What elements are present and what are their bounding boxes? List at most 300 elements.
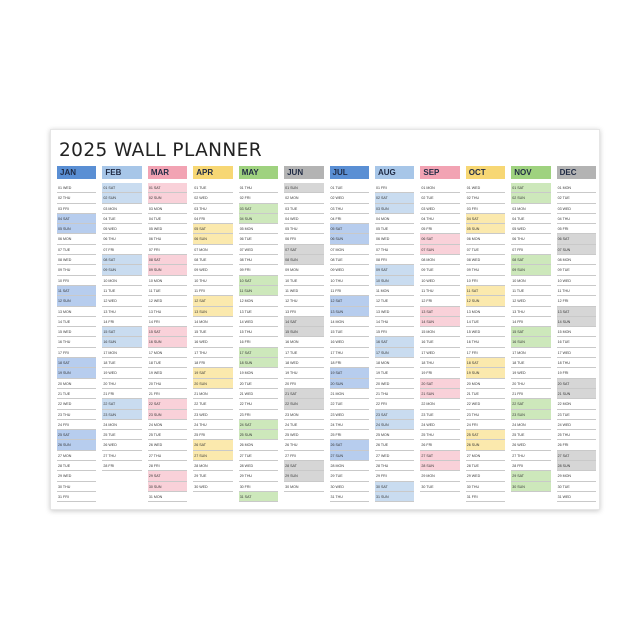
day-row[interactable]: 29 MON xyxy=(420,471,459,481)
day-row[interactable]: 21 FRI xyxy=(148,389,187,399)
day-row[interactable]: 16 THU xyxy=(57,337,96,347)
day-row[interactable]: 09 TUE xyxy=(420,265,459,275)
day-row[interactable]: 26 SAT xyxy=(193,440,232,450)
day-row[interactable]: 03 TUE xyxy=(284,204,323,214)
day-row[interactable]: 30 SUN xyxy=(511,482,550,492)
day-row[interactable]: 08 MON xyxy=(557,255,596,265)
day-row[interactable]: 04 TUE xyxy=(148,214,187,224)
day-row[interactable]: 18 FRI xyxy=(330,358,369,368)
day-row[interactable]: 10 FRI xyxy=(57,276,96,286)
day-row[interactable]: 16 WED xyxy=(193,337,232,347)
day-row[interactable]: 26 FRI xyxy=(557,440,596,450)
day-row[interactable]: 17 TUE xyxy=(284,348,323,358)
day-row[interactable]: 19 SAT xyxy=(330,368,369,378)
day-row[interactable]: 11 MON xyxy=(375,286,414,296)
day-row[interactable]: 26 WED xyxy=(102,440,141,450)
day-row[interactable]: 13 THU xyxy=(102,307,141,317)
day-row[interactable]: 24 WED xyxy=(557,420,596,430)
day-row[interactable]: 31 SUN xyxy=(375,492,414,502)
day-row[interactable]: 29 WED xyxy=(57,471,96,481)
day-row[interactable]: 02 TUE xyxy=(420,193,459,203)
day-row[interactable]: 06 SUN xyxy=(330,234,369,244)
day-row[interactable]: 10 THU xyxy=(193,276,232,286)
day-row[interactable]: 08 SAT xyxy=(148,255,187,265)
day-row[interactable]: 29 SAT xyxy=(148,471,187,481)
day-row[interactable]: 03 SUN xyxy=(375,204,414,214)
day-row[interactable]: 14 MON xyxy=(193,317,232,327)
day-row[interactable]: 23 THU xyxy=(57,410,96,420)
day-row[interactable]: 12 SUN xyxy=(466,296,505,306)
day-row[interactable]: 01 MON xyxy=(420,183,459,193)
day-row[interactable]: 02 TUE xyxy=(557,193,596,203)
day-row[interactable]: 24 TUE xyxy=(284,420,323,430)
day-row[interactable]: 13 MON xyxy=(466,307,505,317)
day-row[interactable]: 25 SAT xyxy=(57,430,96,440)
day-row[interactable]: 02 WED xyxy=(193,193,232,203)
day-row[interactable]: 26 WED xyxy=(511,440,550,450)
day-row[interactable]: 12 WED xyxy=(148,296,187,306)
day-row[interactable]: 31 FRI xyxy=(57,492,96,502)
day-row[interactable]: 12 THU xyxy=(284,296,323,306)
day-row[interactable]: 20 THU xyxy=(148,379,187,389)
day-row[interactable]: 05 FRI xyxy=(420,224,459,234)
day-row[interactable]: 26 SUN xyxy=(57,440,96,450)
day-row[interactable]: 25 SUN xyxy=(239,430,278,440)
day-row[interactable]: 19 MON xyxy=(239,368,278,378)
day-row[interactable]: 10 SAT xyxy=(239,276,278,286)
day-row[interactable]: 07 TUE xyxy=(57,245,96,255)
day-row[interactable]: 18 MON xyxy=(375,358,414,368)
day-row[interactable]: 09 WED xyxy=(193,265,232,275)
day-row[interactable]: 01 WED xyxy=(57,183,96,193)
day-row[interactable]: 17 SAT xyxy=(239,348,278,358)
day-row[interactable]: 25 FRI xyxy=(193,430,232,440)
day-row[interactable]: 17 SUN xyxy=(375,348,414,358)
day-row[interactable]: 13 THU xyxy=(511,307,550,317)
day-row[interactable]: 15 SUN xyxy=(284,327,323,337)
day-row[interactable]: 30 THU xyxy=(466,482,505,492)
day-row[interactable]: 19 FRI xyxy=(557,368,596,378)
day-row[interactable]: 22 THU xyxy=(239,399,278,409)
day-row[interactable]: 14 FRI xyxy=(148,317,187,327)
day-row[interactable]: 07 SUN xyxy=(557,245,596,255)
day-row[interactable]: 27 FRI xyxy=(284,451,323,461)
day-row[interactable]: 02 SUN xyxy=(511,193,550,203)
day-row[interactable]: 08 SUN xyxy=(284,255,323,265)
day-row[interactable]: 24 THU xyxy=(330,420,369,430)
day-row[interactable]: 17 MON xyxy=(102,348,141,358)
day-row[interactable]: 15 SAT xyxy=(148,327,187,337)
day-row[interactable]: 03 MON xyxy=(148,204,187,214)
day-row[interactable]: 27 TUE xyxy=(239,451,278,461)
day-row[interactable]: 27 THU xyxy=(102,451,141,461)
day-row[interactable]: 20 WED xyxy=(375,379,414,389)
day-row[interactable]: 16 THU xyxy=(466,337,505,347)
day-row[interactable]: 31 MON xyxy=(148,492,187,502)
day-row[interactable]: 23 SUN xyxy=(511,410,550,420)
day-row[interactable]: 18 THU xyxy=(420,358,459,368)
day-row[interactable]: 25 THU xyxy=(557,430,596,440)
day-row[interactable]: 28 MON xyxy=(330,461,369,471)
day-row[interactable]: 06 MON xyxy=(57,234,96,244)
day-row[interactable]: 23 TUE xyxy=(557,410,596,420)
day-row[interactable]: 11 TUE xyxy=(148,286,187,296)
day-row[interactable]: 28 SUN xyxy=(557,461,596,471)
day-row[interactable]: 12 TUE xyxy=(375,296,414,306)
day-row[interactable]: 18 WED xyxy=(284,358,323,368)
day-row[interactable]: 12 FRI xyxy=(420,296,459,306)
day-row[interactable]: 21 TUE xyxy=(57,389,96,399)
day-row[interactable]: 16 SUN xyxy=(102,337,141,347)
day-row[interactable]: 25 TUE xyxy=(148,430,187,440)
day-row[interactable]: 17 MON xyxy=(148,348,187,358)
day-row[interactable]: 16 FRI xyxy=(239,337,278,347)
day-row[interactable]: 20 SUN xyxy=(193,379,232,389)
day-row[interactable]: 04 FRI xyxy=(330,214,369,224)
day-row[interactable]: 01 TUE xyxy=(330,183,369,193)
day-row[interactable]: 02 SAT xyxy=(375,193,414,203)
day-row[interactable]: 07 THU xyxy=(375,245,414,255)
day-row[interactable]: 27 MON xyxy=(466,451,505,461)
day-row[interactable]: 08 WED xyxy=(466,255,505,265)
day-row[interactable]: 21 SUN xyxy=(557,389,596,399)
day-row[interactable]: 03 WED xyxy=(557,204,596,214)
day-row[interactable]: 14 MON xyxy=(330,317,369,327)
day-row[interactable]: 16 SUN xyxy=(511,337,550,347)
day-row[interactable]: 15 FRI xyxy=(375,327,414,337)
day-row[interactable]: 25 SAT xyxy=(466,430,505,440)
day-row[interactable]: 19 SUN xyxy=(466,368,505,378)
day-row[interactable]: 13 FRI xyxy=(284,307,323,317)
day-row[interactable]: 28 FRI xyxy=(102,461,141,471)
day-row[interactable]: 15 MON xyxy=(420,327,459,337)
day-row[interactable]: 13 SAT xyxy=(420,307,459,317)
day-row[interactable]: 06 TUE xyxy=(239,234,278,244)
day-row[interactable]: 01 SAT xyxy=(511,183,550,193)
day-row[interactable]: 19 WED xyxy=(148,368,187,378)
day-row[interactable]: 24 WED xyxy=(420,420,459,430)
day-row[interactable]: 03 FRI xyxy=(466,204,505,214)
day-row[interactable]: 01 SAT xyxy=(102,183,141,193)
day-row[interactable]: 12 SAT xyxy=(193,296,232,306)
day-row[interactable]: 22 TUE xyxy=(193,399,232,409)
day-row[interactable]: 01 SAT xyxy=(148,183,187,193)
day-row[interactable]: 31 THU xyxy=(330,492,369,502)
day-row[interactable]: 20 THU xyxy=(511,379,550,389)
day-row[interactable]: 11 THU xyxy=(420,286,459,296)
day-row[interactable]: 11 SAT xyxy=(466,286,505,296)
day-row[interactable]: 15 TUE xyxy=(330,327,369,337)
day-row[interactable]: 02 MON xyxy=(284,193,323,203)
day-row[interactable]: 06 WED xyxy=(375,234,414,244)
day-row[interactable]: 15 TUE xyxy=(193,327,232,337)
day-row[interactable]: 02 THU xyxy=(57,193,96,203)
day-row[interactable]: 15 SAT xyxy=(102,327,141,337)
day-row[interactable]: 19 THU xyxy=(284,368,323,378)
day-row[interactable]: 17 WED xyxy=(557,348,596,358)
day-row[interactable]: 08 SAT xyxy=(511,255,550,265)
day-row[interactable]: 03 THU xyxy=(330,204,369,214)
day-row[interactable]: 16 TUE xyxy=(420,337,459,347)
day-row[interactable]: 13 TUE xyxy=(239,307,278,317)
day-row[interactable]: 19 SUN xyxy=(57,368,96,378)
day-row[interactable]: 22 SAT xyxy=(148,399,187,409)
day-row[interactable]: 21 MON xyxy=(330,389,369,399)
day-row[interactable]: 02 THU xyxy=(466,193,505,203)
day-row[interactable]: 23 TUE xyxy=(420,410,459,420)
day-row[interactable]: 10 MON xyxy=(511,276,550,286)
day-row[interactable]: 10 MON xyxy=(148,276,187,286)
day-row[interactable]: 05 MON xyxy=(239,224,278,234)
day-row[interactable]: 03 MON xyxy=(511,204,550,214)
day-row[interactable]: 06 SUN xyxy=(193,234,232,244)
day-row[interactable]: 11 SAT xyxy=(57,286,96,296)
day-row[interactable]: 05 WED xyxy=(148,224,187,234)
day-row[interactable]: 27 SAT xyxy=(557,451,596,461)
day-row[interactable]: 27 SAT xyxy=(420,451,459,461)
day-row[interactable]: 28 FRI xyxy=(511,461,550,471)
day-row[interactable]: 25 WED xyxy=(284,430,323,440)
day-row[interactable]: 28 SAT xyxy=(284,461,323,471)
day-row[interactable]: 29 TUE xyxy=(193,471,232,481)
day-row[interactable]: 19 FRI xyxy=(420,368,459,378)
day-row[interactable]: 10 WED xyxy=(420,276,459,286)
day-row[interactable]: 10 THU xyxy=(330,276,369,286)
day-row[interactable]: 06 SAT xyxy=(557,234,596,244)
day-row[interactable]: 05 SAT xyxy=(193,224,232,234)
day-row[interactable]: 11 FRI xyxy=(330,286,369,296)
day-row[interactable]: 21 SUN xyxy=(420,389,459,399)
day-row[interactable]: 05 WED xyxy=(511,224,550,234)
day-row[interactable]: 14 FRI xyxy=(511,317,550,327)
day-row[interactable]: 13 WED xyxy=(375,307,414,317)
day-row[interactable]: 01 WED xyxy=(466,183,505,193)
day-row[interactable]: 19 WED xyxy=(102,368,141,378)
day-row[interactable]: 10 MON xyxy=(102,276,141,286)
day-row[interactable]: 04 SAT xyxy=(466,214,505,224)
day-row[interactable]: 22 FRI xyxy=(375,399,414,409)
day-row[interactable]: 21 THU xyxy=(375,389,414,399)
day-row[interactable]: 02 WED xyxy=(330,193,369,203)
day-row[interactable]: 27 WED xyxy=(375,451,414,461)
day-row[interactable]: 20 THU xyxy=(102,379,141,389)
day-row[interactable]: 23 SUN xyxy=(102,410,141,420)
day-row[interactable]: 07 MON xyxy=(193,245,232,255)
day-row[interactable]: 09 THU xyxy=(466,265,505,275)
day-row[interactable]: 24 SAT xyxy=(239,420,278,430)
day-row[interactable]: 17 THU xyxy=(330,348,369,358)
day-row[interactable]: 12 MON xyxy=(239,296,278,306)
day-row[interactable]: 30 SAT xyxy=(375,482,414,492)
day-row[interactable]: 14 SUN xyxy=(420,317,459,327)
day-row[interactable]: 05 WED xyxy=(102,224,141,234)
day-row[interactable]: 22 MON xyxy=(557,399,596,409)
day-row[interactable]: 28 TUE xyxy=(466,461,505,471)
day-row[interactable]: 11 SUN xyxy=(239,286,278,296)
day-row[interactable]: 18 SAT xyxy=(466,358,505,368)
day-row[interactable]: 23 SUN xyxy=(148,410,187,420)
day-row[interactable]: 21 FRI xyxy=(511,389,550,399)
day-row[interactable]: 25 TUE xyxy=(102,430,141,440)
day-row[interactable]: 19 WED xyxy=(511,368,550,378)
day-row[interactable]: 23 SAT xyxy=(375,410,414,420)
day-row[interactable]: 31 WED xyxy=(557,492,596,502)
day-row[interactable]: 11 TUE xyxy=(102,286,141,296)
day-row[interactable]: 26 TUE xyxy=(375,440,414,450)
day-row[interactable]: 23 THU xyxy=(466,410,505,420)
day-row[interactable]: 26 MON xyxy=(239,440,278,450)
day-row[interactable]: 13 MON xyxy=(57,307,96,317)
day-row[interactable]: 21 MON xyxy=(193,389,232,399)
day-row[interactable]: 18 TUE xyxy=(102,358,141,368)
day-row[interactable]: 12 WED xyxy=(102,296,141,306)
day-row[interactable]: 22 MON xyxy=(420,399,459,409)
day-row[interactable]: 30 MON xyxy=(284,482,323,492)
day-row[interactable]: 23 WED xyxy=(193,410,232,420)
day-row[interactable]: 08 THU xyxy=(239,255,278,265)
day-row[interactable]: 23 MON xyxy=(284,410,323,420)
day-row[interactable]: 03 MON xyxy=(102,204,141,214)
day-row[interactable]: 30 SUN xyxy=(148,482,187,492)
day-row[interactable]: 04 MON xyxy=(375,214,414,224)
day-row[interactable]: 28 THU xyxy=(375,461,414,471)
day-row[interactable]: 05 FRI xyxy=(557,224,596,234)
day-row[interactable]: 08 TUE xyxy=(330,255,369,265)
day-row[interactable]: 10 SUN xyxy=(375,276,414,286)
day-row[interactable]: 20 SAT xyxy=(557,379,596,389)
day-row[interactable]: 03 WED xyxy=(420,204,459,214)
day-row[interactable]: 13 SUN xyxy=(330,307,369,317)
day-row[interactable]: 05 THU xyxy=(284,224,323,234)
day-row[interactable]: 31 FRI xyxy=(466,492,505,502)
day-row[interactable]: 20 SUN xyxy=(330,379,369,389)
day-row[interactable]: 18 THU xyxy=(557,358,596,368)
day-row[interactable]: 06 THU xyxy=(511,234,550,244)
day-row[interactable]: 16 SUN xyxy=(148,337,187,347)
day-row[interactable]: 27 MON xyxy=(57,451,96,461)
day-row[interactable]: 12 WED xyxy=(511,296,550,306)
day-row[interactable]: 16 SAT xyxy=(375,337,414,347)
day-row[interactable]: 09 WED xyxy=(330,265,369,275)
day-row[interactable]: 08 MON xyxy=(420,255,459,265)
day-row[interactable]: 31 SAT xyxy=(239,492,278,502)
day-row[interactable]: 24 MON xyxy=(511,420,550,430)
day-row[interactable]: 04 FRI xyxy=(193,214,232,224)
day-row[interactable]: 29 THU xyxy=(239,471,278,481)
day-row[interactable]: 14 FRI xyxy=(102,317,141,327)
day-row[interactable]: 30 TUE xyxy=(420,482,459,492)
day-row[interactable]: 01 THU xyxy=(239,183,278,193)
day-row[interactable]: 28 FRI xyxy=(148,461,187,471)
day-row[interactable]: 09 FRI xyxy=(239,265,278,275)
day-row[interactable]: 18 TUE xyxy=(148,358,187,368)
day-row[interactable]: 28 SUN xyxy=(420,461,459,471)
day-row[interactable]: 06 SAT xyxy=(420,234,459,244)
day-row[interactable]: 29 SUN xyxy=(284,471,323,481)
day-row[interactable]: 08 TUE xyxy=(193,255,232,265)
day-row[interactable]: 08 FRI xyxy=(375,255,414,265)
day-row[interactable]: 20 SAT xyxy=(420,379,459,389)
day-row[interactable]: 17 FRI xyxy=(57,348,96,358)
day-row[interactable]: 17 MON xyxy=(511,348,550,358)
day-row[interactable]: 30 FRI xyxy=(239,482,278,492)
day-row[interactable]: 12 SAT xyxy=(330,296,369,306)
day-row[interactable]: 25 THU xyxy=(420,430,459,440)
day-row[interactable]: 14 WED xyxy=(239,317,278,327)
day-row[interactable]: 20 MON xyxy=(57,379,96,389)
day-row[interactable]: 08 SAT xyxy=(102,255,141,265)
day-row[interactable]: 01 FRI xyxy=(375,183,414,193)
day-row[interactable]: 05 SUN xyxy=(466,224,505,234)
day-row[interactable]: 25 MON xyxy=(375,430,414,440)
day-row[interactable]: 16 WED xyxy=(330,337,369,347)
day-row[interactable]: 22 WED xyxy=(466,399,505,409)
day-row[interactable]: 19 SAT xyxy=(193,368,232,378)
day-row[interactable]: 23 FRI xyxy=(239,410,278,420)
day-row[interactable]: 13 THU xyxy=(148,307,187,317)
day-row[interactable]: 28 WED xyxy=(239,461,278,471)
day-row[interactable]: 26 SUN xyxy=(466,440,505,450)
day-row[interactable]: 10 FRI xyxy=(466,276,505,286)
day-row[interactable]: 24 MON xyxy=(148,420,187,430)
day-row[interactable]: 14 SAT xyxy=(284,317,323,327)
day-row[interactable]: 07 FRI xyxy=(102,245,141,255)
day-row[interactable]: 15 THU xyxy=(239,327,278,337)
day-row[interactable]: 11 TUE xyxy=(511,286,550,296)
day-row[interactable]: 07 TUE xyxy=(466,245,505,255)
day-row[interactable]: 09 SUN xyxy=(102,265,141,275)
day-row[interactable]: 18 SUN xyxy=(239,358,278,368)
day-row[interactable]: 29 FRI xyxy=(375,471,414,481)
day-row[interactable]: 27 THU xyxy=(511,451,550,461)
day-row[interactable]: 02 FRI xyxy=(239,193,278,203)
day-row[interactable]: 01 SUN xyxy=(284,183,323,193)
day-row[interactable]: 21 FRI xyxy=(102,389,141,399)
day-row[interactable]: 15 SAT xyxy=(511,327,550,337)
day-row[interactable]: 04 THU xyxy=(557,214,596,224)
day-row[interactable]: 07 FRI xyxy=(511,245,550,255)
day-row[interactable]: 04 WED xyxy=(284,214,323,224)
day-row[interactable]: 26 SAT xyxy=(330,440,369,450)
day-row[interactable]: 29 SAT xyxy=(511,471,550,481)
day-row[interactable]: 01 MON xyxy=(557,183,596,193)
day-row[interactable]: 12 SUN xyxy=(57,296,96,306)
day-row[interactable]: 22 SAT xyxy=(511,399,550,409)
day-row[interactable]: 06 THU xyxy=(148,234,187,244)
day-row[interactable]: 24 FRI xyxy=(466,420,505,430)
day-row[interactable]: 22 TUE xyxy=(330,399,369,409)
day-row[interactable]: 14 SUN xyxy=(557,317,596,327)
day-row[interactable]: 16 MON xyxy=(284,337,323,347)
day-row[interactable]: 09 SAT xyxy=(375,265,414,275)
day-row[interactable]: 24 FRI xyxy=(57,420,96,430)
day-row[interactable]: 26 FRI xyxy=(420,440,459,450)
day-row[interactable]: 05 TUE xyxy=(375,224,414,234)
day-row[interactable]: 11 WED xyxy=(284,286,323,296)
day-row[interactable]: 19 TUE xyxy=(375,368,414,378)
day-row[interactable]: 04 TUE xyxy=(511,214,550,224)
day-row[interactable]: 21 SAT xyxy=(284,389,323,399)
day-row[interactable]: 09 SUN xyxy=(148,265,187,275)
day-row[interactable]: 17 WED xyxy=(420,348,459,358)
day-row[interactable]: 07 SUN xyxy=(420,245,459,255)
day-row[interactable]: 09 SUN xyxy=(511,265,550,275)
day-row[interactable]: 18 FRI xyxy=(193,358,232,368)
day-row[interactable]: 06 MON xyxy=(466,234,505,244)
day-row[interactable]: 01 TUE xyxy=(193,183,232,193)
day-row[interactable]: 29 MON xyxy=(557,471,596,481)
day-row[interactable]: 28 TUE xyxy=(57,461,96,471)
